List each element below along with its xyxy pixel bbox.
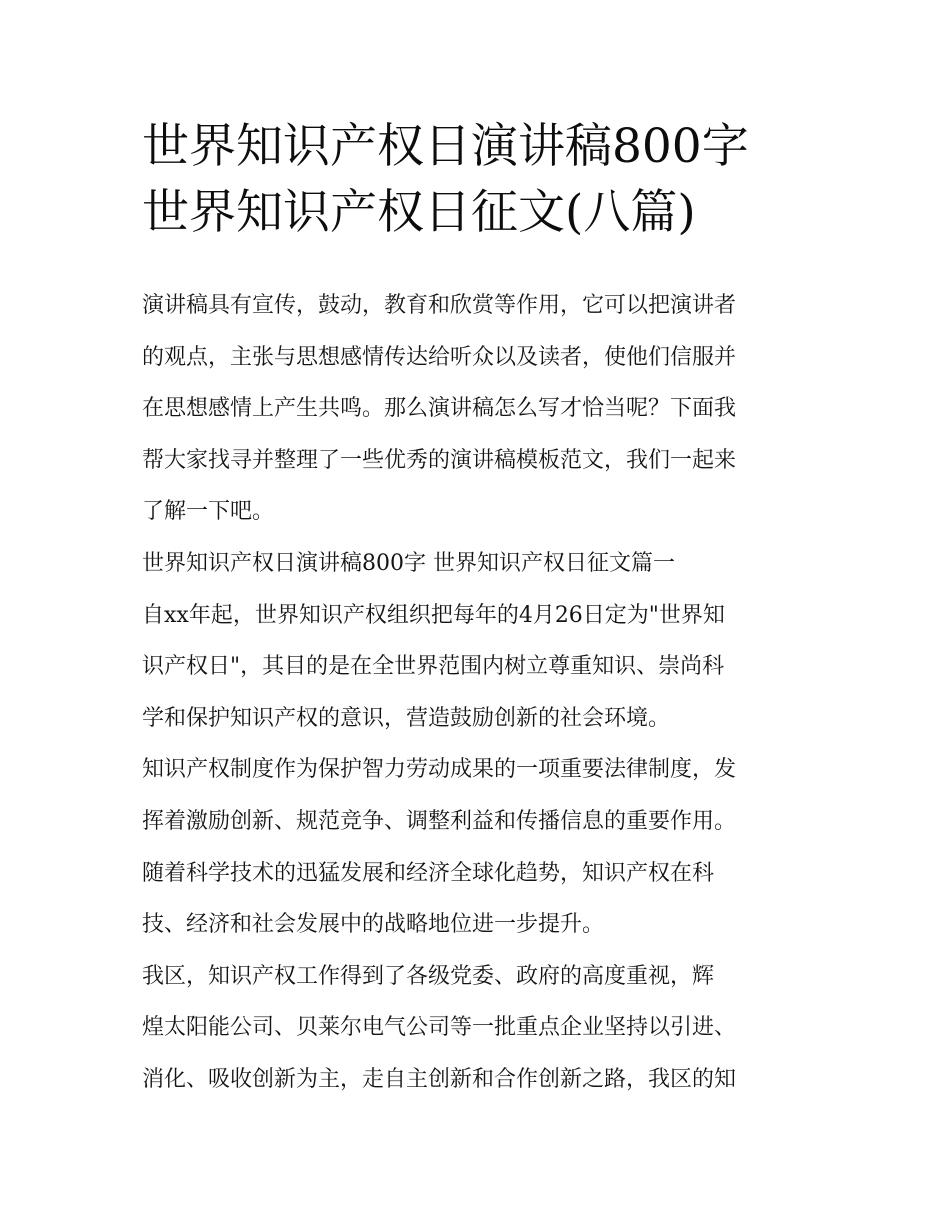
section-heading: 世界知识产权日演讲稿800字 世界知识产权日征文篇一 — [142, 550, 675, 576]
body-text-line: 的观点，主张与思想感情传达给听众以及读者，使他们信服并 — [142, 344, 737, 370]
body-text-line: 知识产权制度作为保护智力劳动成果的一项重要法律制度，发 — [142, 757, 737, 783]
body-text-line: 学和保护知识产权的意识，营造鼓励创新的社会环境。 — [142, 705, 671, 731]
document-title — [142, 114, 822, 246]
body-text-line: 技、经济和社会发展中的战略地位进一步提升。 — [142, 912, 605, 938]
document-body — [142, 280, 822, 1106]
body-text-line: 我区，知识产权工作得到了各级党委、政府的高度重视，辉 — [142, 963, 715, 989]
title-line: 世界知识产权日征文(八篇) — [142, 185, 696, 240]
body-text-line: 识产权日"，其目的是在全世界范围内树立尊重知识、崇尚科 — [142, 654, 725, 680]
body-text-line: 消化、吸收创新为主，走自主创新和合作创新之路，我区的知 — [142, 1066, 737, 1092]
body-text-line: 演讲稿具有宣传，鼓动，教育和欣赏等作用，它可以把演讲者 — [142, 293, 737, 318]
title-line: 世界知识产权日演讲稿800字 — [142, 119, 749, 174]
body-text-line: 在思想感情上产生共鸣。那么演讲稿怎么写才恰当呢？下面我 — [142, 396, 737, 422]
body-text-line: 挥着激励创新、规范竞争、调整利益和传播信息的重要作用。 — [142, 808, 737, 834]
body-text-line: 帮大家找寻并整理了一些优秀的演讲稿模板范文，我们一起来 — [142, 447, 737, 473]
body-text-line: 了解一下吧。 — [142, 499, 275, 525]
body-text-line: 煌太阳能公司、贝莱尔电气公司等一批重点企业坚持以引进、 — [142, 1015, 737, 1041]
body-text-line: 自xx年起，世界知识产权组织把每年的4月26日定为"世界知 — [142, 602, 725, 628]
body-text-line: 随着科学技术的迅猛发展和经济全球化趋势，知识产权在科 — [142, 860, 715, 886]
